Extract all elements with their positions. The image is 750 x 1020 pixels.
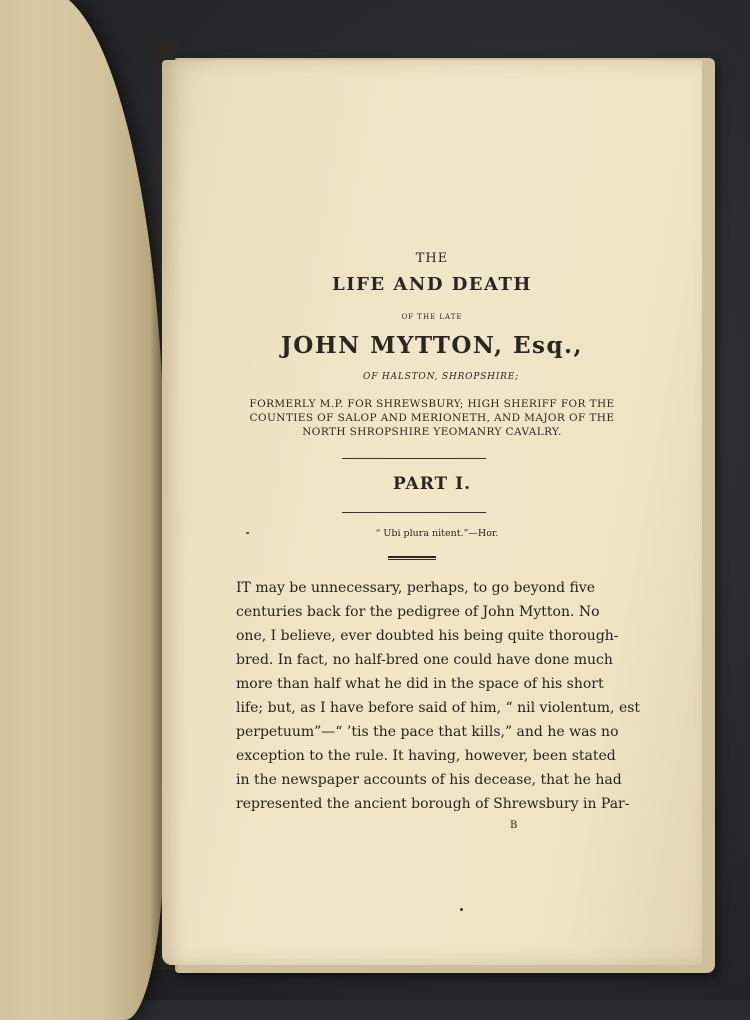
double-rule [388, 556, 436, 560]
title-name: JOHN MYTTON, Esq., [280, 332, 584, 359]
body-line: bred. In fact, no half-bred one could have done much [236, 652, 613, 668]
signature-mark: B [510, 820, 518, 831]
body-line: perpetuum”—“ ’tis the pace that kills,” and he was no [236, 724, 619, 740]
divider-rule [342, 458, 486, 459]
body-text [236, 576, 641, 816]
formerly-line: FORMERLY M.P. FOR SHREWSBURY; HIGH SHERIFF FOR THE [249, 398, 615, 410]
body-line: IT may be unnecessary, perhaps, to go beyond five [236, 580, 596, 596]
epigraph: “ Ubi plura nitent.”—Hor. [375, 528, 499, 539]
title-of-the-late: OF THE LATE [401, 313, 463, 321]
page-speck [460, 908, 463, 911]
title-the: THE [415, 251, 449, 266]
part-heading: PART I. [392, 474, 471, 494]
body-line: in the newspaper accounts of his decease, that he had [236, 772, 622, 788]
formerly-line: NORTH SHROPSHIRE YEOMANRY CAVALRY. [302, 426, 562, 438]
title-page [162, 60, 702, 965]
body-line: centuries back for the pedigree of John Mytton. No [236, 604, 600, 620]
body-line: one, I believe, ever doubted his being quite thorough- [236, 628, 619, 644]
title-of-halston: OF HALSTON, SHROPSHIRE; [363, 372, 519, 382]
title-life-and-death: LIFE AND DEATH [332, 274, 532, 295]
body-line: more than half what he did in the space of his short [236, 676, 604, 692]
title-formerly [232, 397, 632, 439]
body-line: life; but, as I have before said of him, “ nil violentum, est [236, 700, 641, 716]
body-line: exception to the rule. It having, however, been stated [236, 748, 616, 764]
formerly-line: COUNTIES OF SALOP AND MERIONETH, AND MAJOR OF THE [249, 412, 615, 424]
divider-rule [342, 512, 486, 513]
body-line: represented the ancient borough of Shrewsbury in Par- [236, 796, 630, 812]
